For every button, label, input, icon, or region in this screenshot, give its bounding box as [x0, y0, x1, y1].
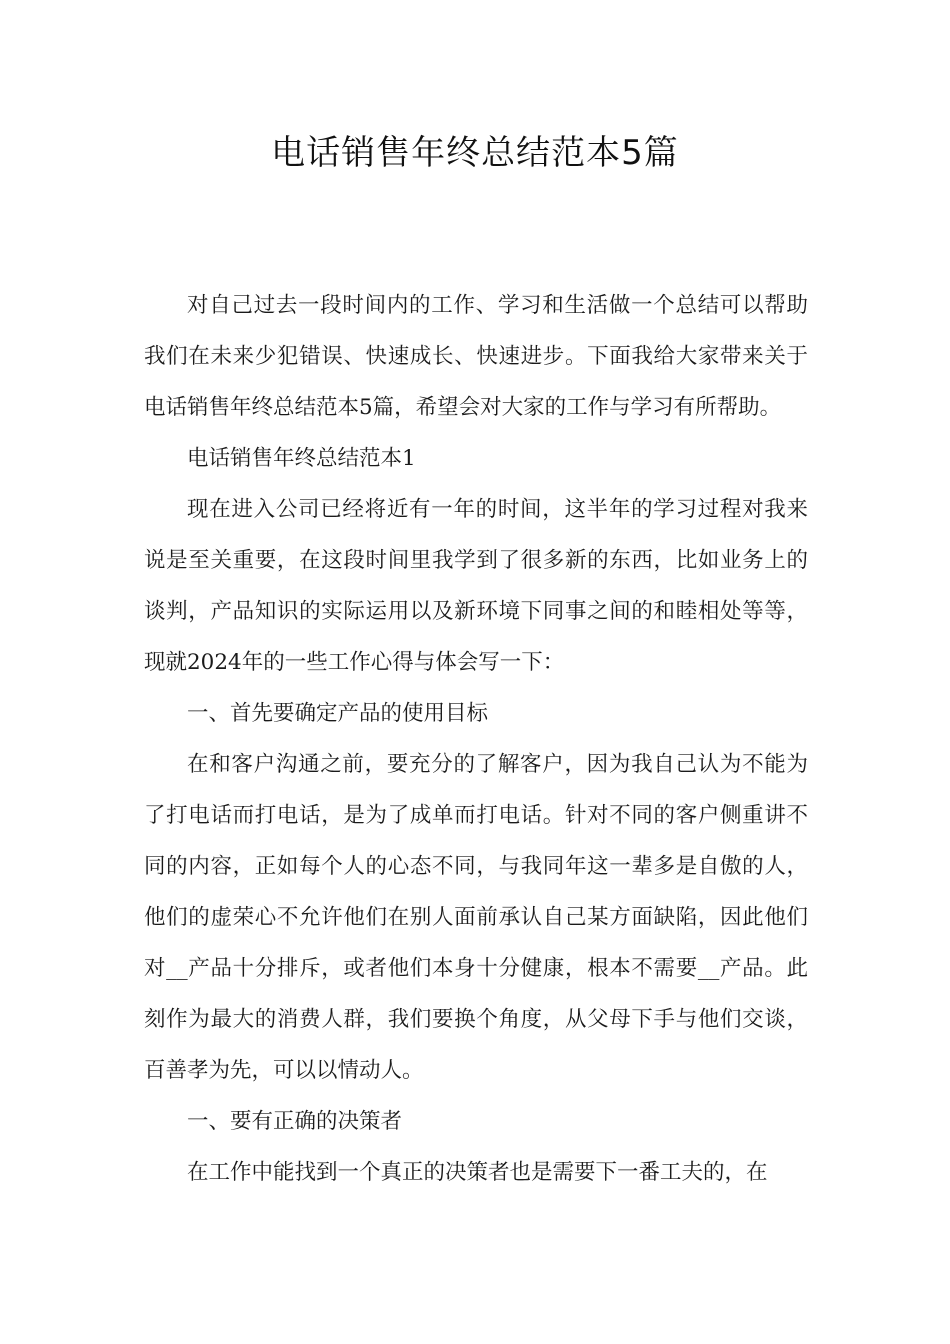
subheading-product-target: 一、首先要确定产品的使用目标 — [187, 701, 489, 726]
subheading-decision-maker: 一、要有正确的决策者 — [187, 1109, 403, 1134]
section-heading-sample-1: 电话销售年终总结范本1 — [187, 446, 416, 471]
intro-paragraph: 对自己过去一段时间内的工作、学习和生活做一个总结可以帮助我们在未来少犯错误、快速成长、快速进步。下面我给大家带来关于电话销售年终总结范本5篇，希望会对大家的工作与学习有所帮助。 — [144, 293, 808, 420]
document-body — [144, 280, 808, 1198]
document-title: 电话销售年终总结范本5篇 — [271, 133, 679, 173]
body-paragraph: 在工作中能找到一个真正的决策者也是需要下一番工夫的，在 — [187, 1160, 768, 1185]
body-paragraph: 现在进入公司已经将近有一年的时间，这半年的学习过程对我来说是至关重要，在这段时间里我学到了很多新的东西，比如业务上的谈判，产品知识的实际运用以及新环境下同事之间的和睦相处等等，现就2024年的一些工作心得与体会写一下： — [144, 497, 808, 675]
body-paragraph: 在和客户沟通之前，要充分的了解客户，因为我自己认为不能为了打电话而打电话，是为了成单而打电话。针对不同的客户侧重讲不同的内容，正如每个人的心态不同，与我同年这一辈多是自傲的人，他们的虚荣心不允许他们在别人面前承认自己某方面缺陷，因此他们对__产品十分排斥，或者他们本身十分健康，根本不需要__产品。此刻作为最大的消费人群，我们要换个角度，从父母下手与他们交谈，百善孝为先，可以以情动人。 — [144, 752, 808, 1083]
